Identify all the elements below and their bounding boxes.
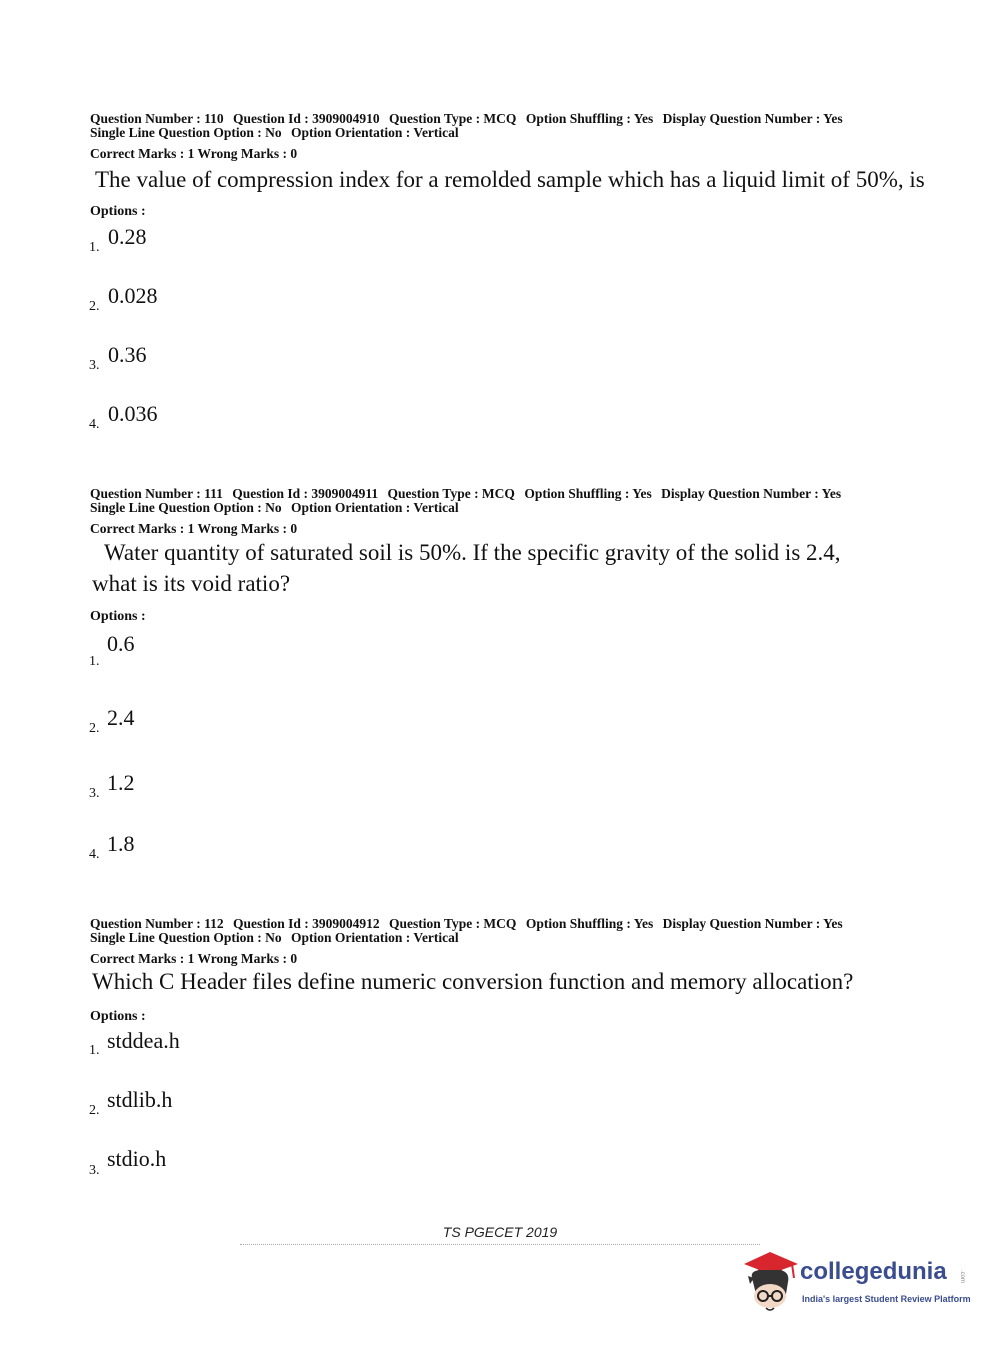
meta-option-orientation: Option Orientation : Vertical xyxy=(291,125,459,140)
meta-display-question-number: Display Question Number : Yes xyxy=(661,486,842,501)
meta-question-id: Question Id : 3909004912 xyxy=(233,916,380,931)
question-111-text-line2: what is its void ratio? xyxy=(92,571,291,596)
meta-question-number: Question Number : 110 xyxy=(90,111,224,126)
correct-marks: Correct Marks : 1 xyxy=(90,146,195,161)
meta-display-question-number: Display Question Number : Yes xyxy=(662,111,843,126)
meta-question-number: Question Number : 111 xyxy=(90,486,223,501)
question-111-text-line1: Water quantity of saturated soil is 50%. If the specific gravity of the solid is 2.4, xyxy=(104,540,841,565)
option-number: 1. xyxy=(89,654,100,669)
logo-tagline: India's largest Student Review Platform xyxy=(802,1294,971,1304)
meta-display-question-number: Display Question Number : Yes xyxy=(662,916,843,931)
question-112-meta xyxy=(90,917,843,945)
question-112-text: Which C Header files define numeric conversion function and memory allocation? xyxy=(92,969,854,994)
option-number: 4. xyxy=(89,847,100,862)
meta-question-type: Question Type : MCQ xyxy=(389,111,517,126)
meta-question-number: Question Number : 112 xyxy=(90,916,224,931)
option-value: 1.2 xyxy=(107,770,135,795)
option-number: 4. xyxy=(89,417,100,432)
question-110-marks xyxy=(90,146,297,162)
footer-exam-name: TS PGECET 2019 xyxy=(442,1224,558,1240)
option-value: stdio.h xyxy=(107,1146,167,1171)
option-number: 2. xyxy=(89,1103,100,1118)
option-value: 0.028 xyxy=(108,283,158,308)
graduate-mascot-icon xyxy=(740,1248,800,1316)
option-number: 1. xyxy=(89,240,100,255)
option-value: 2.4 xyxy=(107,705,135,730)
wrong-marks: Wrong Marks : 0 xyxy=(197,146,298,161)
meta-single-line-option: Single Line Question Option : No xyxy=(90,500,282,515)
correct-marks: Correct Marks : 1 xyxy=(90,951,195,966)
option-number: 2. xyxy=(89,299,100,314)
option-value: stdlib.h xyxy=(107,1087,173,1112)
collegedunia-logo xyxy=(740,1248,970,1318)
option-number: 3. xyxy=(89,358,100,373)
options-label: Options : xyxy=(90,204,146,219)
question-111-meta xyxy=(90,487,841,515)
meta-option-shuffling: Option Shuffling : Yes xyxy=(524,486,652,501)
option-number: 2. xyxy=(89,721,100,736)
footer-divider xyxy=(240,1244,760,1247)
meta-question-id: Question Id : 3909004911 xyxy=(232,486,379,501)
correct-marks: Correct Marks : 1 xyxy=(90,521,195,536)
wrong-marks: Wrong Marks : 0 xyxy=(197,951,298,966)
meta-question-id: Question Id : 3909004910 xyxy=(233,111,380,126)
options-label: Options : xyxy=(90,609,146,624)
meta-single-line-option: Single Line Question Option : No xyxy=(90,125,282,140)
meta-question-type: Question Type : MCQ xyxy=(387,486,515,501)
logo-domain-suffix: .com xyxy=(959,1270,965,1284)
option-value: 0.6 xyxy=(107,631,135,656)
meta-question-type: Question Type : MCQ xyxy=(389,916,517,931)
question-112-marks xyxy=(90,951,297,967)
logo-wordmark: collegedunia xyxy=(800,1258,947,1285)
meta-option-shuffling: Option Shuffling : Yes xyxy=(525,111,654,126)
option-number: 3. xyxy=(89,1163,100,1178)
question-111-marks xyxy=(90,521,297,537)
option-value: 0.36 xyxy=(108,342,147,367)
options-label: Options : xyxy=(90,1009,146,1024)
option-value: 0.28 xyxy=(108,224,147,249)
meta-option-orientation: Option Orientation : Vertical xyxy=(291,500,459,515)
option-number: 3. xyxy=(89,786,100,801)
option-value: 1.8 xyxy=(107,831,135,856)
wrong-marks: Wrong Marks : 0 xyxy=(197,521,298,536)
meta-option-orientation: Option Orientation : Vertical xyxy=(291,930,459,945)
option-value: stddea.h xyxy=(107,1028,180,1053)
question-110-text: The value of compression index for a remolded sample which has a liquid limit of 50%, is xyxy=(95,167,925,192)
question-110-meta xyxy=(90,112,843,140)
meta-option-shuffling: Option Shuffling : Yes xyxy=(525,916,654,931)
option-number: 1. xyxy=(89,1043,100,1058)
meta-single-line-option: Single Line Question Option : No xyxy=(90,930,282,945)
option-value: 0.036 xyxy=(108,401,158,426)
